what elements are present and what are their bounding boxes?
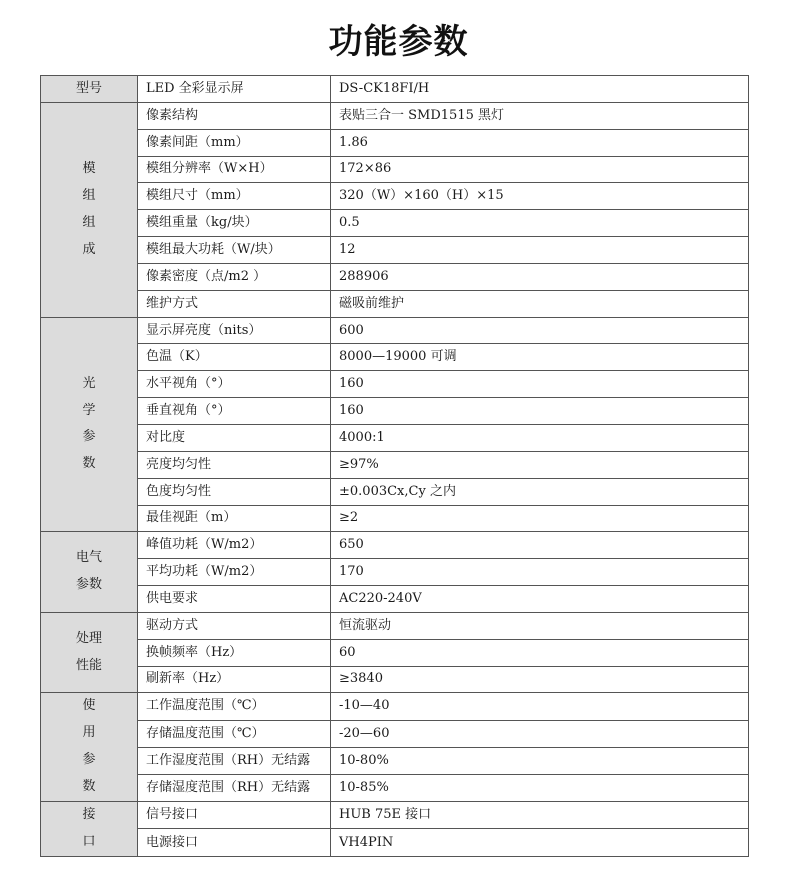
param-label-cell: 刷新率（Hz） bbox=[138, 666, 331, 693]
param-label-cell: 维护方式 bbox=[138, 290, 331, 317]
param-label-cell: 工作湿度范围（RH）无结露 bbox=[138, 747, 331, 774]
param-value-cell: 288906 bbox=[331, 263, 749, 290]
param-value-cell: 4000:1 bbox=[331, 424, 749, 451]
param-label-cell: 色度均匀性 bbox=[138, 478, 331, 505]
param-value-cell: 650 bbox=[331, 532, 749, 559]
table-row bbox=[41, 398, 749, 425]
param-label-cell: 驱动方式 bbox=[138, 612, 331, 639]
group-category-label: 用 bbox=[82, 725, 96, 741]
group-category-label: 接 bbox=[82, 807, 96, 823]
param-label-cell: 峰值功耗（W/m2） bbox=[138, 532, 331, 559]
table-row bbox=[41, 747, 749, 774]
group-category-label: 光 bbox=[82, 375, 96, 391]
group-category-label: 学 bbox=[82, 402, 96, 418]
group-category-label: 模 bbox=[82, 160, 96, 176]
param-label-cell: 工作温度范围（℃） bbox=[138, 693, 331, 720]
param-label-cell: 换帧频率（Hz） bbox=[138, 639, 331, 666]
group-category-label: 参数 bbox=[75, 577, 102, 593]
header-category-cell: 型号 bbox=[41, 76, 138, 103]
header-product-name-cell: LED 全彩显示屏 bbox=[138, 76, 331, 103]
param-label-cell: 平均功耗（W/m2） bbox=[138, 559, 331, 586]
page-title: 功能参数 bbox=[328, 22, 469, 62]
group-category-label: 参 bbox=[82, 752, 96, 768]
param-value-cell: 170 bbox=[331, 559, 749, 586]
param-label-cell: 像素结构 bbox=[138, 102, 331, 129]
param-label-cell: 垂直视角（°） bbox=[138, 398, 331, 425]
table-row bbox=[41, 693, 749, 720]
param-label-cell: 模组重量（kg/块） bbox=[138, 210, 331, 237]
group-category-label: 口 bbox=[82, 833, 96, 849]
param-value-cell: 12 bbox=[331, 237, 749, 264]
param-value-cell: -10—40 bbox=[331, 693, 749, 720]
param-label-cell: 供电要求 bbox=[138, 586, 331, 613]
table-row bbox=[41, 156, 749, 183]
param-label-cell: 存储湿度范围（RH）无结露 bbox=[138, 774, 331, 801]
table-row bbox=[41, 237, 749, 264]
group-category-cell bbox=[41, 612, 138, 693]
param-value-cell: VH4PIN bbox=[331, 829, 749, 856]
table-row bbox=[41, 290, 749, 317]
table-row bbox=[41, 317, 749, 344]
param-label-cell: 模组尺寸（mm） bbox=[138, 183, 331, 210]
param-value-cell: ≥3840 bbox=[331, 666, 749, 693]
group-category-cell bbox=[41, 693, 138, 802]
group-category-label: 处理 bbox=[75, 630, 102, 646]
param-value-cell: ≥2 bbox=[331, 505, 749, 532]
table-header-row bbox=[41, 76, 749, 103]
param-value-cell: 10-80% bbox=[331, 747, 749, 774]
header-model-cell: DS-CK18FI/H bbox=[331, 76, 749, 103]
table-row bbox=[41, 371, 749, 398]
param-value-cell: 600 bbox=[331, 317, 749, 344]
param-label-cell: 电源接口 bbox=[138, 829, 331, 856]
table-row bbox=[41, 478, 749, 505]
table-row bbox=[41, 586, 749, 613]
table-row bbox=[41, 802, 749, 829]
param-label-cell: 水平视角（°） bbox=[138, 371, 331, 398]
param-value-cell: 1.86 bbox=[331, 129, 749, 156]
table-row bbox=[41, 102, 749, 129]
param-label-cell: 色温（K） bbox=[138, 344, 331, 371]
group-category-label: 组 bbox=[82, 214, 96, 230]
table-row bbox=[41, 720, 749, 747]
group-category-label: 使 bbox=[82, 698, 96, 714]
group-category-label: 参 bbox=[82, 429, 96, 445]
table-row bbox=[41, 639, 749, 666]
param-value-cell: HUB 75E 接口 bbox=[331, 802, 749, 829]
param-value-cell: 磁吸前维护 bbox=[331, 290, 749, 317]
param-value-cell: 8000—19000 可调 bbox=[331, 344, 749, 371]
group-category-cell bbox=[41, 532, 138, 613]
table-row bbox=[41, 666, 749, 693]
table-row bbox=[41, 612, 749, 639]
param-label-cell: 最佳视距（m） bbox=[138, 505, 331, 532]
param-label-cell: 亮度均匀性 bbox=[138, 451, 331, 478]
table-row bbox=[41, 129, 749, 156]
param-value-cell: 320（W）×160（H）×15 bbox=[331, 183, 749, 210]
param-value-cell: 172×86 bbox=[331, 156, 749, 183]
param-value-cell: -20—60 bbox=[331, 720, 749, 747]
param-value-cell: 恒流驱动 bbox=[331, 612, 749, 639]
table-row bbox=[41, 505, 749, 532]
table-row bbox=[41, 774, 749, 801]
group-category-label: 数 bbox=[82, 779, 96, 795]
table-row bbox=[41, 829, 749, 856]
param-label-cell: 信号接口 bbox=[138, 802, 331, 829]
group-category-cell bbox=[41, 102, 138, 317]
group-category-cell bbox=[41, 802, 138, 857]
table-row bbox=[41, 183, 749, 210]
param-label-cell: 模组分辨率（W×H） bbox=[138, 156, 331, 183]
param-value-cell: ≥97% bbox=[331, 451, 749, 478]
param-label-cell: 像素间距（mm） bbox=[138, 129, 331, 156]
table-row bbox=[41, 263, 749, 290]
group-category-label: 电气 bbox=[75, 550, 102, 566]
param-value-cell: 10-85% bbox=[331, 774, 749, 801]
param-value-cell: 表贴三合一 SMD1515 黑灯 bbox=[331, 102, 749, 129]
param-value-cell: 0.5 bbox=[331, 210, 749, 237]
table-row bbox=[41, 532, 749, 559]
param-label-cell: 像素密度（点/m2 ） bbox=[138, 263, 331, 290]
param-label-cell: 存储温度范围（℃） bbox=[138, 720, 331, 747]
table-row bbox=[41, 210, 749, 237]
param-value-cell: 60 bbox=[331, 639, 749, 666]
param-value-cell: AC220-240V bbox=[331, 586, 749, 613]
param-value-cell: 160 bbox=[331, 398, 749, 425]
group-category-label: 成 bbox=[82, 241, 96, 257]
spec-table-body bbox=[41, 76, 749, 857]
group-category-label: 组 bbox=[82, 187, 96, 203]
table-row bbox=[41, 344, 749, 371]
param-value-cell: 160 bbox=[331, 371, 749, 398]
spec-table bbox=[40, 75, 749, 857]
param-label-cell: 模组最大功耗（W/块） bbox=[138, 237, 331, 264]
table-row bbox=[41, 451, 749, 478]
table-row bbox=[41, 424, 749, 451]
param-label-cell: 显示屏亮度（nits） bbox=[138, 317, 331, 344]
group-category-label: 性能 bbox=[75, 657, 102, 673]
table-row bbox=[41, 559, 749, 586]
param-label-cell: 对比度 bbox=[138, 424, 331, 451]
group-category-cell bbox=[41, 317, 138, 532]
group-category-label: 数 bbox=[82, 456, 96, 472]
param-value-cell: ±0.003Cx,Cy 之内 bbox=[331, 478, 749, 505]
